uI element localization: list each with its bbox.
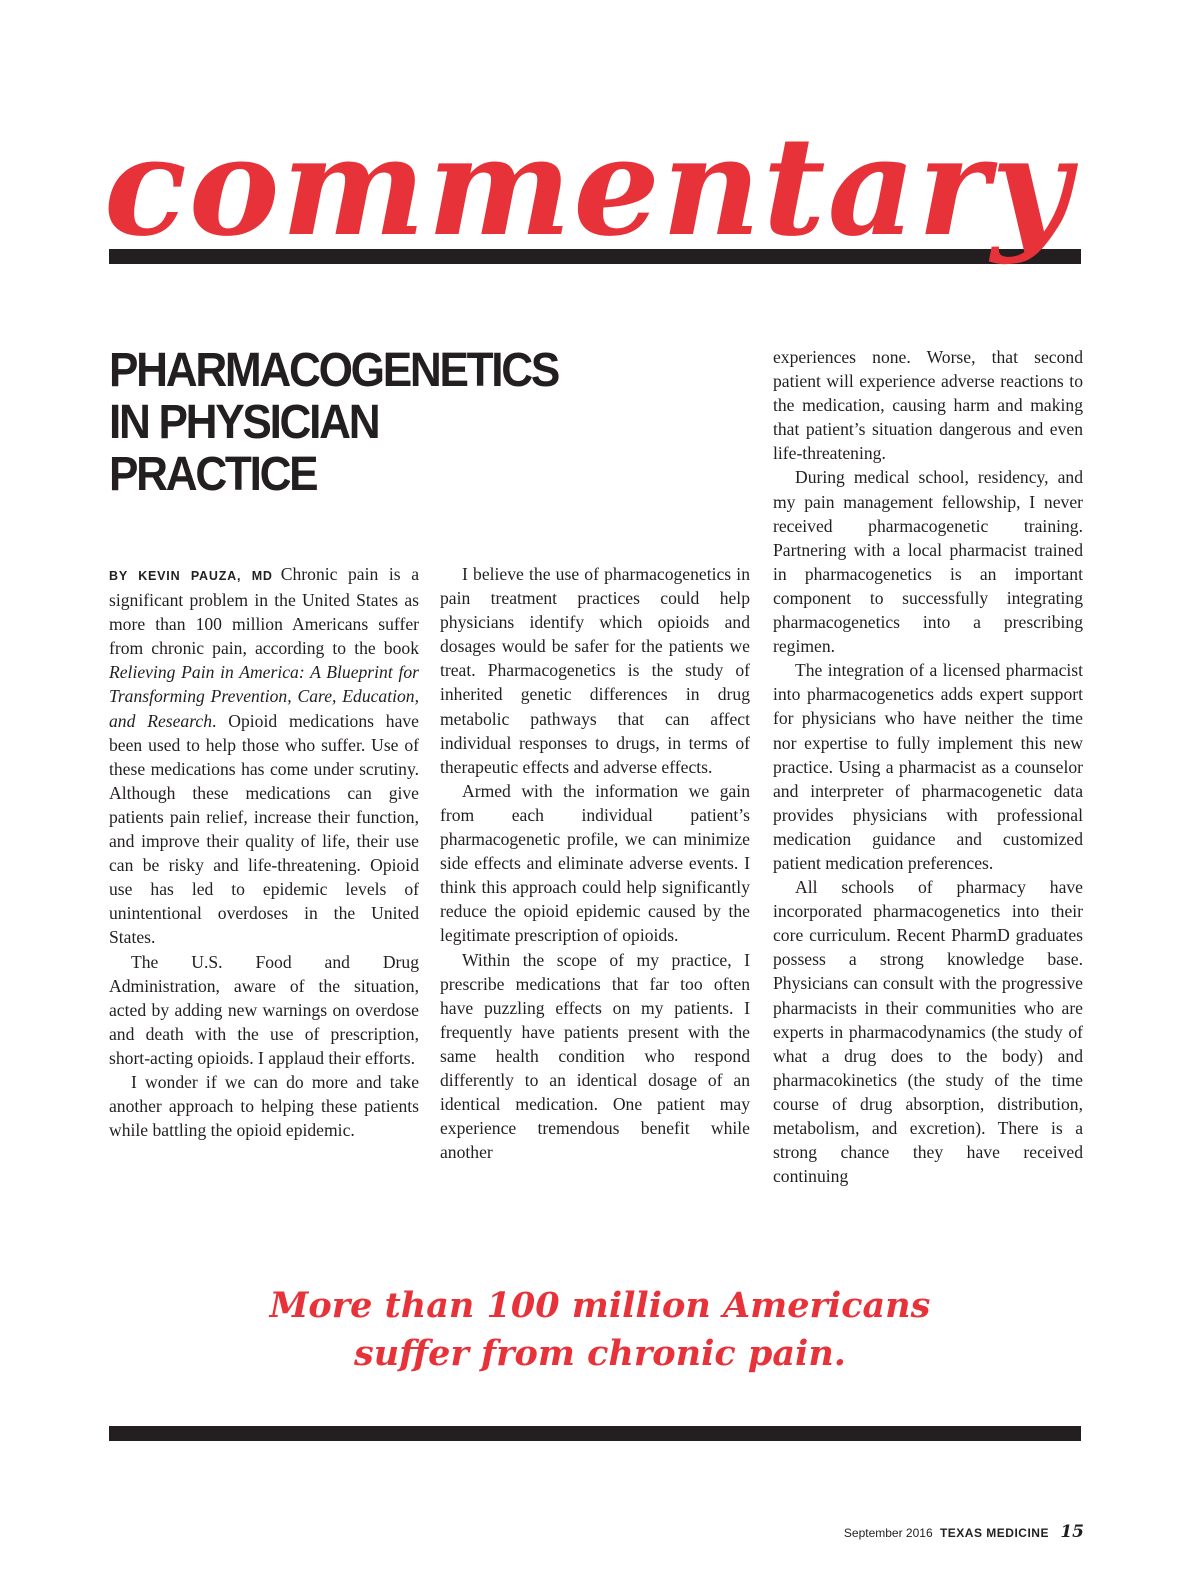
article-column-3	[773, 345, 1083, 1188]
page-footer	[844, 1522, 1084, 1542]
pull-quote-line: More than 100 million Americans	[269, 1285, 931, 1326]
byline: BY KEVIN PAUZA, MD	[109, 569, 273, 583]
article-paragraph: I wonder if we can do more and take another approach to helping these patients while battling the opioid epidemic.	[109, 1071, 419, 1141]
pull-quote	[150, 1282, 1050, 1378]
magazine-name: TEXAS MEDICINE	[939, 1526, 1049, 1540]
book-title: Relieving Pain in America: A Blueprint for Transforming Prevention, Care, Education, and Research	[109, 662, 419, 731]
article-paragraph: I believe the use of pharmacogenetics in pain treatment practices could help physicians identify which opioids and dosages would be safer for the patients we treat. Pharmacogenetics is the study of inherited genetic differences in drug metabolic pathways that can affect individual responses to drugs, in terms of therapeutic effects and adverse effects.	[440, 564, 750, 777]
article-paragraph: During medical school, residency, and my pain management fellowship, I never received pharmacogenetic training. Partnering with a local pharmacist trained in pharmacogenetics is an important component to successfully integrating pharmacogenetics into a prescribing regimen.	[773, 467, 1083, 657]
article-paragraph	[109, 562, 419, 950]
article-headline: PHARMACOGENETICS IN PHYSICIAN PRACTICE	[109, 344, 558, 501]
article-paragraph: All schools of pharmacy have incorporated pharmacogenetics into their core curriculum. Recent PharmD graduates possess a strong knowledge base. Physicians can consult with the progressive pharmacists in their communities who are experts in pharmacodynamics (the study of what a drug does to the body) and pharmacokinetics (the study of the time course of drug absorption, distribution, metabolism, and excretion). There is a strong chance they have received continuing	[773, 877, 1083, 1187]
paragraph-text: . Opioid medications have been used to help those who suffer. Use of these medications has come under scrutiny. Although these medications can give patients pain relief, increase their function, and improve their quality of life, their use can be risky and life-threatening. Opioid use has led to epidemic levels of unintentional overdoses in the United States.	[109, 710, 419, 948]
paragraph-text: Chronic pain is a significant problem in the United States as more than 100 million Americans suffer from chronic pain, according to the book	[109, 564, 420, 659]
section-label: commentary	[104, 107, 1073, 267]
page-number: 15	[1060, 1522, 1084, 1542]
article-paragraph: experiences none. Worse, that second patient will experience adverse reactions to the medication, causing harm and making that patient’s situation dangerous and even life-threatening.	[773, 347, 1083, 464]
issue-date: September 2016	[843, 1526, 933, 1540]
article-column-1	[109, 562, 419, 1142]
article-paragraph: The U.S. Food and Drug Administration, aware of the situation, acted by adding new warnings on overdose and death with the use of prescription, short-acting opioids. I applaud their efforts.	[109, 951, 419, 1068]
footer-rule	[109, 1426, 1081, 1441]
pull-quote-line: suffer from chronic pain.	[354, 1333, 846, 1374]
article-paragraph: The integration of a licensed pharmacist into pharmacogenetics adds expert support for physicians who have neither the time nor expertise to fully implement this new practice. Using a pharmacist as a counselor and interpreter of pharmacogenetic data provides physicians with professional medication guidance and customized patient medication preferences.	[773, 660, 1083, 873]
article-column-2	[440, 562, 750, 1164]
article-paragraph: Within the scope of my practice, I prescribe medications that far too often have puzzling effects on my patients. I frequently have patients present with the same health condition who respond differently to an identical dosage of an identical medication. One patient may experience tremendous benefit while another	[440, 949, 750, 1163]
article-paragraph: Armed with the information we gain from each individual patient’s pharmacogenetic profile, we can minimize side effects and eliminate adverse events. I think this approach could help significantly reduce the opioid epidemic caused by the legitimate prescription of opioids.	[440, 780, 750, 946]
